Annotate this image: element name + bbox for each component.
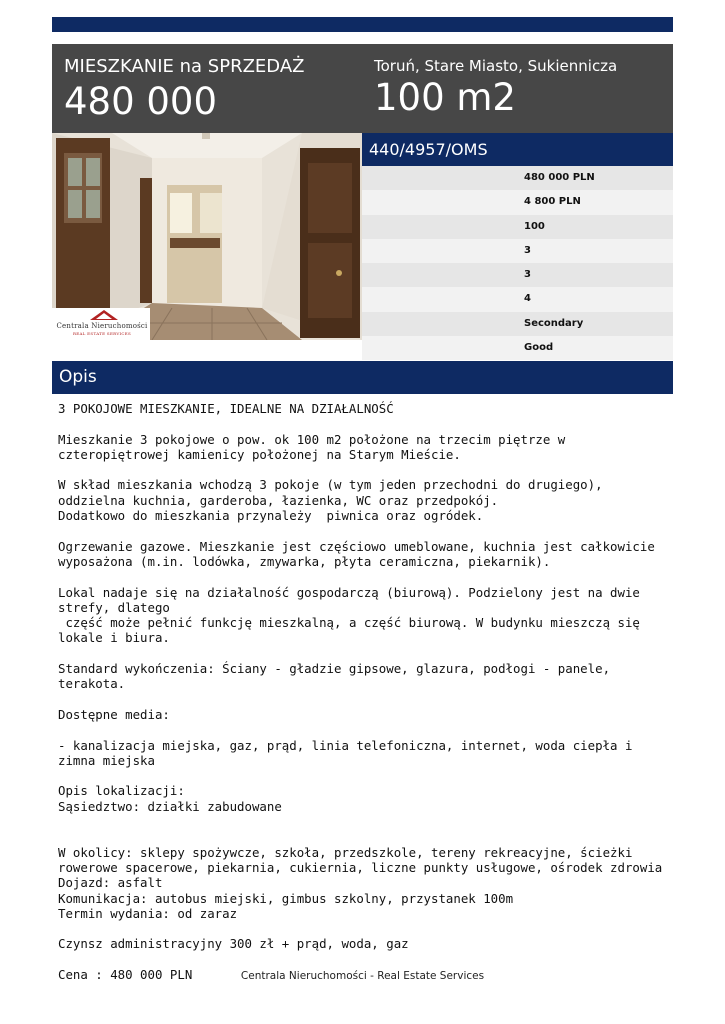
header-left xyxy=(64,56,304,124)
logo-roof-icon xyxy=(90,310,118,320)
fact-row: Secondary xyxy=(362,312,673,336)
header-right xyxy=(374,56,617,120)
agency-logo xyxy=(52,308,150,340)
section-title: Opis xyxy=(52,361,673,394)
listing-type: MIESZKANIE na SPRZEDAŻ xyxy=(64,56,305,77)
fact-row: 100 xyxy=(362,215,673,239)
fact-row: 4 xyxy=(362,287,673,311)
listing-location: Toruń, Stare Miasto, Sukiennicza xyxy=(374,57,618,75)
top-rule xyxy=(52,17,673,32)
fact-row: Good xyxy=(362,336,673,360)
logo-name: Centrala Nieruchomości xyxy=(56,322,148,330)
page-footer: Centrala Nieruchomości - Real Estate Services xyxy=(240,970,485,982)
fact-row: 3 xyxy=(362,239,673,263)
facts-table xyxy=(362,166,673,360)
fact-row: 3 xyxy=(362,263,673,287)
offer-reference: 440/4957/OMS xyxy=(362,133,673,166)
listing-header xyxy=(52,44,673,133)
listing-price: 480 000 xyxy=(64,80,218,123)
logo-tagline: REAL ESTATE SERVICES xyxy=(72,331,132,336)
fact-row: 480 000 PLN xyxy=(362,166,673,190)
listing-area: 100 m2 xyxy=(374,76,516,119)
description-text: 3 POKOJOWE MIESZKANIE, IDEALNE NA DZIAŁALNOŚĆ Mieszkanie 3 pokojowe o pow. ok 100 m2 położone na trzecim piętrze w czteropiętrowej kamienicy położonej na Starym Mieście. W skład mieszkania wchodzą 3 pokoje (w tym jeden przechodni do drugiego), oddzielna kuchnia, garderoba, łazienka, WC oraz przedpokój. Dodatkowo do mieszkania przynależy piwnica oraz ogródek. Ogrzewanie gazowe. Mieszkanie jest częściowo umeblowane, kuchnia jest całkowicie wyposażona (m.in. lodówka, zmywarka, płyta ceramiczna, piekarnik). Lokal nadaje się na działalność gospodarczą (biurową). Podzielony jest na dwie strefy, dlatego część może pełnić funkcję mieszkalną, a część biurową. W budynku mieszczą się lokale i biura. Standard wykończenia: Ściany - gładzie gipsowe, glazura, podłogi - panele, terakota. Dostępne media: - kanalizacja miejska, gaz, prąd, linia telefoniczna, internet, woda ciepła i zimna miejska Opis lokalizacji: Sąsiedztwo: działki zabudowane W okolicy: sklepy spożywcze, szkoła, przedszkole, tereny rekreacyjne, ścieżki rowerowe spacerowe, piekarnia, cukiernia, liczne punkty usługowe, ośrodek zdrowia Dojazd: asfalt Komunikacja: autobus miejski, gimbus szkolny, przystanek 100m Termin wydania: od zaraz Czynsz administracyjny 300 zł + prąd, woda, gaz Cena : 480 000 PLN xyxy=(58,401,663,982)
fact-row: 4 800 PLN xyxy=(362,190,673,214)
